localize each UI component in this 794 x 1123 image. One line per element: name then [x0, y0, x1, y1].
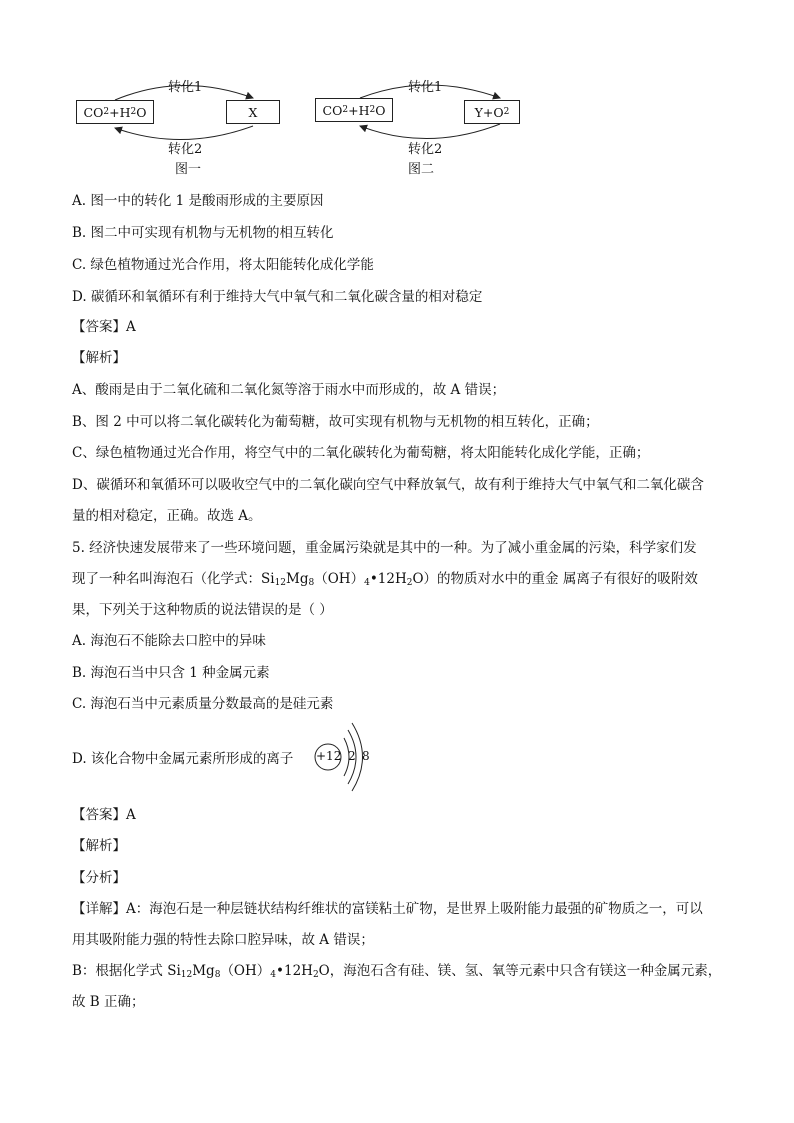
q5-option-b: B. 海泡石当中只含 1 种金属元素 [72, 665, 270, 681]
q4-analysis-d: D、碳循环和氧循环可以吸收空气中的二氧化碳向空气中释放氧气，故有利于维持大气中氧气和二氧化碳含 [72, 477, 704, 493]
q5-stem-line1: 5. 经济快速发展带来了一些环境问题，重金属污染就是其中的一种。为了减小重金属的污染，科学家们发 [72, 540, 697, 556]
ion-shell-1-electrons: 2 [348, 749, 356, 763]
q5-detail-b-line2: 故 B 正确； [72, 994, 145, 1010]
q5-option-d: D. 该化合物中金属元素所形成的离子 [72, 751, 294, 767]
q5-option-c: C. 海泡石当中元素质量分数最高的是硅元素 [72, 696, 334, 712]
q4-option-b: B. 图二中可实现有机物与无机物的相互转化 [72, 225, 334, 241]
q5-answer: 【答案】A [72, 807, 136, 823]
q5-fenxi-label: 【分析】 [72, 870, 126, 886]
q5-detail-line1: 【详解】A：海泡石是一种层链状结构纤维状的富镁粘土矿物，是世界上吸附能力最强的矿物质之一，可以 [72, 901, 703, 917]
figure-two-bottom-label: 转化2 [408, 142, 443, 157]
figure-one-right-box: X [226, 100, 280, 124]
magnesium-ion-diagram [310, 722, 380, 792]
figure-two-right-box: Y+O 2 [464, 100, 520, 124]
q4-analysis-d-cont: 量的相对稳定，正确。故选 A。 [72, 508, 262, 524]
q4-analysis-c: C、绿色植物通过光合作用，将空气中的二氧化碳转化为葡萄糖，将太阳能转化成化学能，正确； [72, 445, 650, 461]
ion-shell-2-electrons: 8 [362, 749, 370, 763]
q4-analysis-a: A、酸雨是由于二氧化硫和二氧化氮等溶于雨水中而形成的，故 A 错误； [72, 382, 506, 398]
ion-nucleus-charge: +12 [316, 749, 342, 763]
q4-option-c: C. 绿色植物通过光合作用，将太阳能转化成化学能 [72, 257, 374, 273]
q5-stem-line2: 现了一种名叫海泡石（化学式：$Si_{12}Mg_8(OH)_4•12H_2O$）的物质对水中的重金 属离子有很好的吸附效 [72, 571, 698, 588]
figure-two-top-label: 转化1 [408, 80, 443, 95]
q5-detail-b-line1: B：根据化学式 $Si_{12}Mg_8(OH)_4•12H_2O$，海泡石含有硅、镁、氢、氧等元素中只含有镁这一种金属元素， [72, 963, 722, 980]
q5-analysis-label: 【解析】 [72, 838, 126, 854]
q5-detail-line2: 用其吸附能力强的特性去除口腔异味，故 A 错误； [72, 932, 374, 948]
figure-one-top-label: 转化1 [168, 80, 203, 95]
figure-one-left-box: CO 2 +H 2 O [76, 100, 154, 124]
q4-option-a: A. 图一中的转化 1 是酸雨形成的主要原因 [72, 193, 324, 209]
q4-analysis-b: B、图 2 中可以将二氧化碳转化为葡萄糖，故可实现有机物与无机物的相互转化，正确； [72, 414, 599, 430]
figure-two [310, 72, 540, 182]
q5-option-a: A. 海泡石不能除去口腔中的异味 [72, 633, 266, 649]
figure-one-bottom-label: 转化2 [168, 142, 203, 157]
figure-two-caption: 图二 [408, 162, 435, 177]
q4-analysis-label: 【解析】 [72, 350, 126, 366]
figure-one [70, 72, 300, 182]
figure-two-left-box: CO 2 +H 2 O [315, 98, 393, 122]
q4-option-d: D. 碳循环和氧循环有利于维持大气中氧气和二氧化碳含量的相对稳定 [72, 289, 483, 305]
q4-answer: 【答案】A [72, 319, 136, 335]
figure-one-caption: 图一 [175, 162, 202, 177]
q5-stem-line3: 果，下列关于这种物质的说法错误的是（ ） [72, 602, 333, 618]
